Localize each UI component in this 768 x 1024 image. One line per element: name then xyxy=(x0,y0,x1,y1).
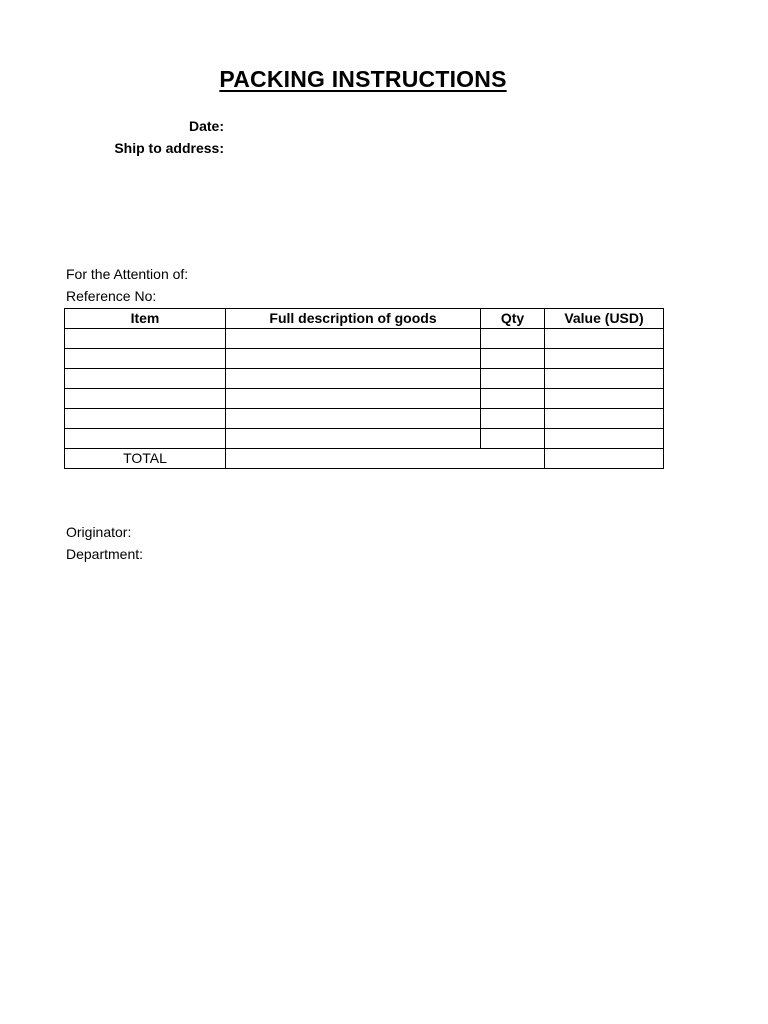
column-header-value: Value (USD) xyxy=(545,309,664,329)
qty-cell[interactable] xyxy=(481,329,545,349)
column-header-qty: Qty xyxy=(481,309,545,329)
item-cell[interactable] xyxy=(65,329,226,349)
value-cell[interactable] xyxy=(545,369,664,389)
total-row xyxy=(65,449,664,469)
table-row xyxy=(65,329,664,349)
item-cell[interactable] xyxy=(65,429,226,449)
value-cell[interactable] xyxy=(545,349,664,369)
description-cell[interactable] xyxy=(226,429,481,449)
item-cell[interactable] xyxy=(65,409,226,429)
description-cell[interactable] xyxy=(226,349,481,369)
qty-cell[interactable] xyxy=(481,389,545,409)
qty-cell[interactable] xyxy=(481,409,545,429)
originator-label: Originator: xyxy=(66,524,132,540)
table-header-row xyxy=(65,309,664,329)
item-cell[interactable] xyxy=(65,369,226,389)
qty-cell[interactable] xyxy=(481,349,545,369)
value-cell[interactable] xyxy=(545,409,664,429)
item-cell[interactable] xyxy=(65,389,226,409)
goods-table xyxy=(64,308,664,469)
total-description-cell[interactable] xyxy=(226,449,545,469)
total-label: TOTAL xyxy=(65,449,226,469)
table-row xyxy=(65,429,664,449)
table-row xyxy=(65,409,664,429)
value-cell[interactable] xyxy=(545,389,664,409)
ship-to-address-label: Ship to address: xyxy=(114,140,224,156)
department-label: Department: xyxy=(66,546,144,562)
table-row xyxy=(65,369,664,389)
item-cell[interactable] xyxy=(65,349,226,369)
qty-cell[interactable] xyxy=(481,369,545,389)
value-cell[interactable] xyxy=(545,429,664,449)
date-label: Date: xyxy=(188,118,224,134)
description-cell[interactable] xyxy=(226,329,481,349)
table-row xyxy=(65,389,664,409)
value-cell[interactable] xyxy=(545,329,664,349)
total-value-cell[interactable] xyxy=(545,449,664,469)
description-cell[interactable] xyxy=(226,409,481,429)
table-row xyxy=(65,349,664,369)
page-title: PACKING INSTRUCTIONS xyxy=(219,66,507,92)
column-header-item: Item xyxy=(65,309,226,329)
column-header-description: Full description of goods xyxy=(226,309,481,329)
qty-cell[interactable] xyxy=(481,429,545,449)
reference-label: Reference No: xyxy=(66,288,157,304)
description-cell[interactable] xyxy=(226,389,481,409)
attention-label: For the Attention of: xyxy=(66,266,189,282)
description-cell[interactable] xyxy=(226,369,481,389)
